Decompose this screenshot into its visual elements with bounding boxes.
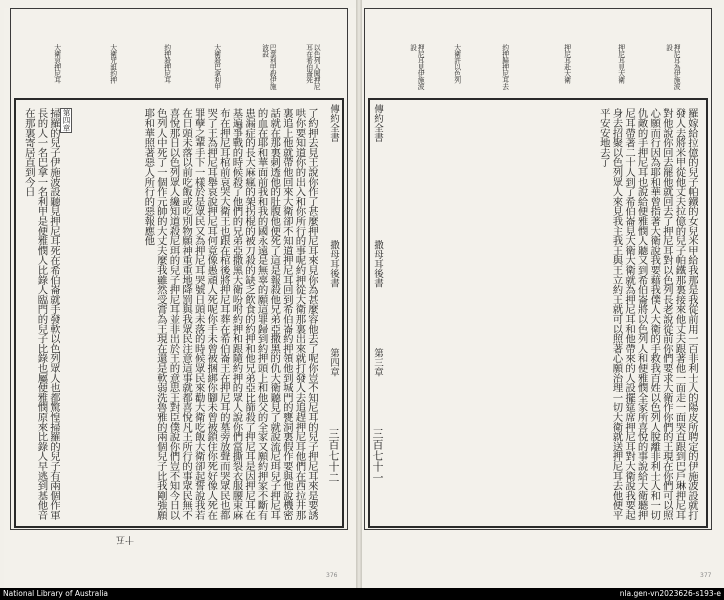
- pencil-number: 377: [700, 572, 712, 579]
- running-title: 傳約全書: [372, 104, 383, 142]
- pencil-number: 376: [326, 572, 338, 579]
- chapter-label: 第四章: [328, 348, 339, 377]
- chapter-text: 掃羅的兒子伊施波設聽見押尼耳死在希伯崙就手發軟以色列眾人也都驚惶掃羅的兒子有兩個作軍長的人一名巴拿一名利甲是便雅憫人比錄人臨門的兒子比錄也屬便雅憫原來比錄人早逃到基他音在那裏寄居直到今日: [22, 108, 60, 520]
- margin-note: 大衛哀押尼耳: [52, 44, 61, 83]
- margin-note: 大衛咒詛約押: [108, 44, 117, 83]
- margin-note: 大衛許以色列: [452, 44, 461, 83]
- margin-note: 押尼耳見伊施波設: [408, 44, 425, 90]
- footer-left: National Library of Australia: [3, 589, 109, 598]
- chapter-label: 第三章: [372, 348, 383, 377]
- left-page: [4, 8, 356, 588]
- margin-note: 押尼耳見大衛: [616, 44, 625, 83]
- margin-note: 以色列人聞押尼耳在希伯崙死: [304, 44, 321, 90]
- margin-note: 大衛殺巴拿利甲: [212, 44, 221, 90]
- footer-bar: [0, 588, 724, 600]
- margin-note: 押尼耳赴大衛: [562, 44, 571, 83]
- right-page: [362, 8, 720, 588]
- fold-number: 十五: [116, 534, 135, 544]
- margin-notes: [366, 44, 696, 96]
- main-text: 羅嫁給拉億的兒子帕鐵的女兒米甲給我那是我從前用一百非利士人的陽皮所聘定的伊施波設就打發人去將米甲從他丈夫拉億的兒子帕鐵那裏接來他丈夫跟著他一面走一面哭直跟到巴戶琳押尼耳對他說你回去罷他就回去了押尼耳對以色列長老說從前你們要求大衛作你們的王現在你們可以照心願而行因為耶和華曾指著大衛說我要藉我僕人大衛的手救我百姓以色列人脫離非利士人和一切仇敵的手押尼耳也說給便雅憫人聽又到希伯崙將以色列人和便雅憫全家所喜悅的事說給大衛聽押尼耳帶著二十人到了希伯崙見大衛大衛就為押尼耳和他帶來的人設擺筵席押尼耳對大衛說我要起身去招聚以色列眾人來見我主我王與王立約王就可以照著心願治理一切大衛就送押尼耳去他便平平安安地去了: [597, 108, 698, 520]
- book-title: 撒母耳後書: [372, 240, 383, 288]
- page-number: 三百七十一: [371, 428, 384, 483]
- chapter-marker: 第四章: [62, 109, 71, 132]
- margin-note: 約押殺押尼耳: [162, 44, 171, 83]
- footer-right: nla.gen-vn2023626-s193-e: [619, 589, 721, 598]
- margin-note: 約押歸押尼耳去: [500, 44, 509, 90]
- page-number: 三百七十二: [327, 428, 340, 483]
- running-title: 傳約全書: [328, 104, 339, 142]
- margin-note: 押尼耳為伊施波設: [664, 44, 681, 90]
- margin-notes: [12, 44, 342, 96]
- margin-note: 巴拿利甲殺伊施波設: [260, 44, 277, 90]
- main-text: 了約押去見王說你作了甚麼押尼耳來見你為甚麼容他去了呢你豈不知尼耳的兒子押尼耳來是要誘哄你要知道你的出入和你所行的事呢約押從大衛那裏出來就打發人去追趕押尼耳他們在西拉井那裏追上他就帶他回來大衛卻不知道押尼耳回到希伯崙約押領他到城門的甕洞裏假作要與他說機密話就在那裏刺透他的肚腹他便死了這是報殺他兄弟亞撒黑的仇大衛聽見了就說流尼珥兒子押尼耳的血在耶和華面前我和我的國永遠是無辜的願這罪歸到約押頭上和他父的全家又願約押家不斷有患漏症的長大麻瘋的架拐棍的被刀殺的缺乏飲食的約押和他兄弟亞比篩殺了押尼耳是因押尼耳在基遍爭戰的時候殺了他們的兄弟亞撒黑大衛吩咐約押和跟隨約押的眾人說你們當撕裂衣服腰束麻布在押尼耳棺前哀哭大衛王也跟在棺後將押尼耳葬在希伯崙王在押尼耳的墓旁放聲而哭眾民也都哭了王為押尼耳舉哀說押尼耳何竟像愚頑人死呢你手未曾被捆綁你腳未曾被鎖住你死好像人死在罪孽之輩手下一樣於是眾民又為押尼耳哭號日頭未落的時候眾民來勸大衛吃飯大衛卻起誓說我若在日頭未落以前吃飯或吃別物願神重重地降罰與我眾民注意這事就都喜悅凡王所行的事眾民無不喜悅那日以色列眾人纔知道殺尼珥的兒子押尼耳並非出於王的意思王對臣僕說你們豈不知今日以色列人中死了一個作元帥的大丈夫麼我雖然受膏為王現在還是軟弱洗魯雅的兩個兒子比我剛強願耶和華照著惡人所行的惡報應他: [142, 108, 318, 520]
- book-title: 撒母耳後書: [328, 240, 339, 288]
